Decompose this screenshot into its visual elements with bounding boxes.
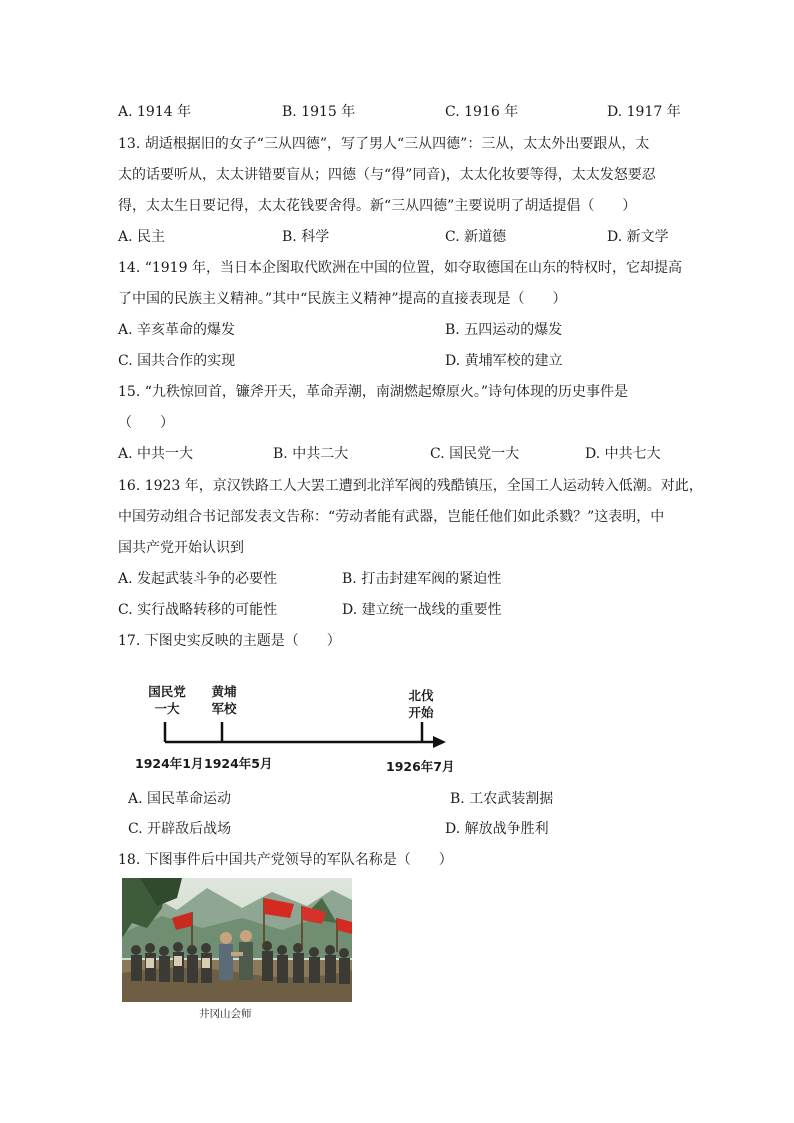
q14-option-a: A. 辛亥革命的爆发 (118, 322, 236, 338)
painting-caption: 井冈山会师 (199, 1008, 252, 1020)
q18-text-line: 18. 下图事件后中国共产党领导的军队名称是（ ） (118, 852, 453, 868)
q13-option-a: A. 民主 (118, 229, 166, 245)
q14-option-d: D. 黄埔军校的建立 (445, 353, 563, 369)
q13-option-b: B. 科学 (282, 229, 330, 245)
timeline-arrowhead (433, 736, 446, 748)
q17-option-b: B. 工农武装割据 (450, 791, 554, 807)
q14-option-c: C. 国共合作的实现 (118, 353, 236, 369)
jinggangshan-painting (122, 878, 352, 1002)
q15-option-a: A. 中共一大 (118, 446, 194, 462)
timeline-event-3-label: 北伐 开始 (408, 688, 434, 720)
q15-option-d: D. 中共七大 (585, 446, 661, 462)
q15-text-line-2: （ ） (118, 415, 174, 431)
q12-option-b: B. 1915 年 (282, 104, 356, 120)
q16-text-line-3: 国共产党开始认识到 (118, 540, 244, 556)
q15-text-line-1: 15. “九秩惊回首，镰斧开天，革命弄潮，南湖燃起燎原火。”诗句体现的历史事件是 (118, 384, 629, 400)
timeline-event-1-label: 国民党 一大 (148, 684, 186, 716)
q12-option-c: C. 1916 年 (445, 104, 519, 120)
q16-option-d: D. 建立统一战线的重要性 (342, 602, 502, 618)
q12-option-d: D. 1917 年 (607, 104, 681, 120)
q13-text-line-3: 得，太太生日要记得，太太花钱要舍得。新“三从四德”主要说明了胡适提倡（ ） (118, 198, 637, 214)
q13-text-line-1: 13. 胡适根据旧的女子“三从四德”，写了男人“三从四德”：三从，太太外出要跟从，太 (118, 136, 650, 152)
q16-text-line-2: 中国劳动组合书记部发表文告称：“劳动者能有武器，岂能任他们如此杀戮？”这表明，中 (118, 509, 665, 525)
q15-option-b: B. 中共二大 (273, 446, 349, 462)
timeline-event-2-label: 黄埔 军校 (211, 684, 237, 716)
q14-text-line-1: 14. “1919 年，当日本企图取代欧洲在中国的位置，如夺取德国在山东的特权时，它却提高 (118, 260, 682, 276)
q16-text-line-1: 16. 1923 年，京汉铁路工人大罢工遭到北洋军阀的残酷镇压，全国工人运动转入低潮。对此， (118, 478, 703, 494)
q13-text-line-2: 太的话要听从，太太讲错要盲从；四德（与“得”同音)，太太化妆要等得，太太发怒要忍 (118, 167, 656, 183)
timeline-event-1-date: 1924年1月 (135, 756, 204, 771)
q16-option-b: B. 打击封建军阀的紧迫性 (342, 571, 502, 587)
q13-option-c: C. 新道德 (445, 229, 507, 245)
q13-option-d: D. 新文学 (607, 229, 669, 245)
timeline-event-3-date: 1926年7月 (386, 759, 455, 774)
q16-option-c: C. 实行战略转移的可能性 (118, 602, 278, 618)
q17-option-d: D. 解放战争胜利 (445, 821, 549, 837)
q15-option-c: C. 国民党一大 (430, 446, 520, 462)
q16-option-a: A. 发起武装斗争的必要性 (118, 571, 278, 587)
q14-option-b: B. 五四运动的爆发 (445, 322, 563, 338)
q14-text-line-2: 了中国的民族主义精神。”其中“民族主义精神”提高的直接表现是（ ） (118, 291, 567, 307)
painting-illustration (122, 878, 352, 1002)
timeline-event-2-date: 1924年5月 (204, 756, 273, 771)
q12-option-a: A. 1914 年 (118, 104, 192, 120)
q17-text-line: 17. 下图史实反映的主题是（ ） (118, 633, 341, 649)
q17-option-a: A. 国民革命运动 (128, 791, 232, 807)
q17-option-c: C. 开辟敌后战场 (128, 821, 232, 837)
